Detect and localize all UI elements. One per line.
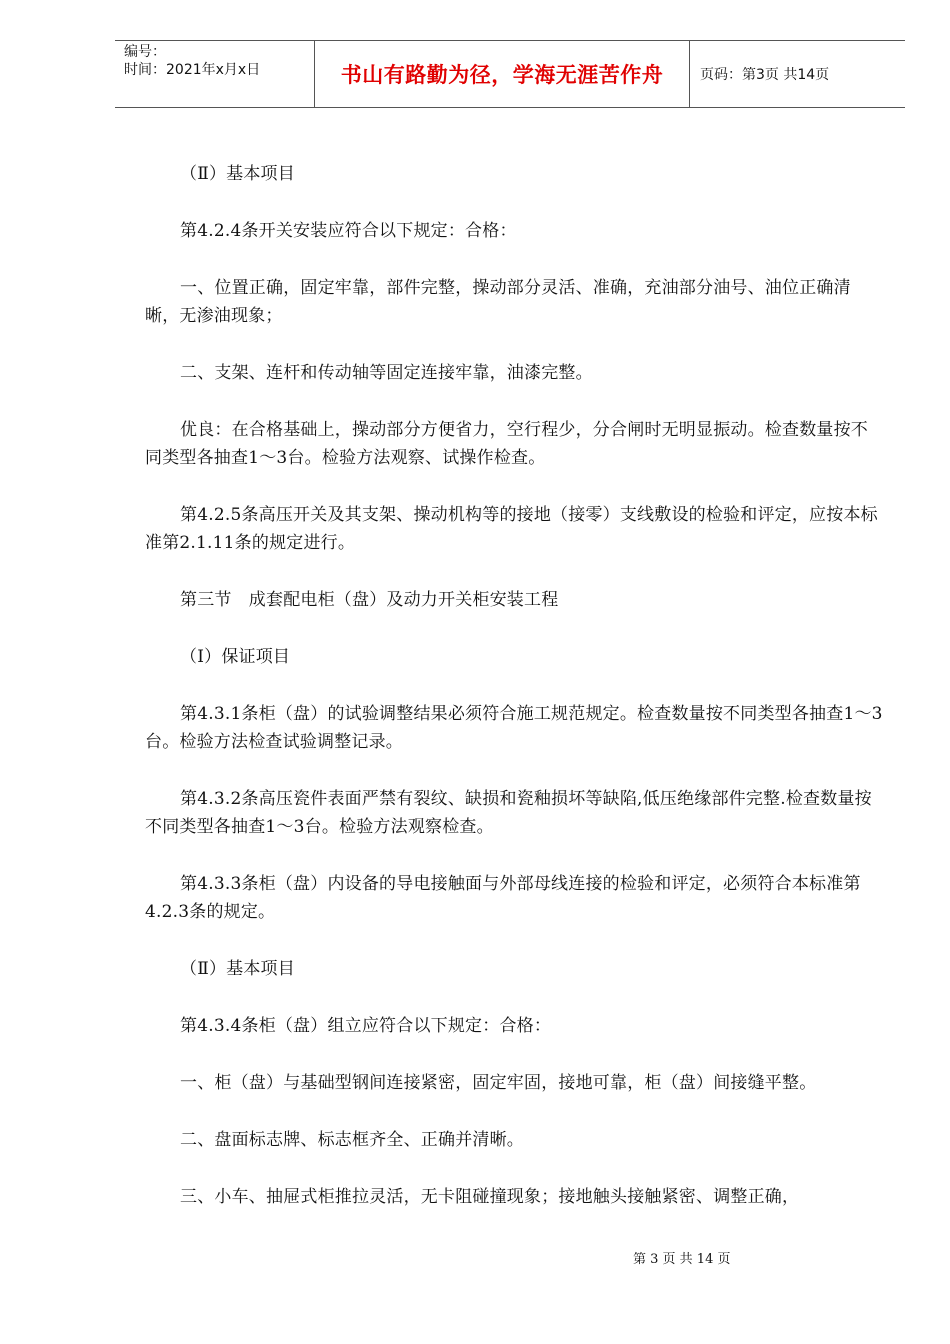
paragraph: （Ⅱ）基本项目 [180, 959, 295, 979]
paragraph: 三、小车、抽屉式柜推拉灵活，无卡阻碰撞现象；接地触头接触紧密、调整正确， [180, 1187, 800, 1207]
header-page-number: 页码：第3页 共14页 [700, 67, 830, 83]
document-body [145, 160, 885, 1240]
paragraph: （Ⅱ）基本项目 [180, 164, 295, 184]
paragraph: 第4.3.1条柜（盘）的试验调整结果必须符合施工规范规定。检查数量按不同类型各抽查1～3台。检验方法检查试验调整记录。 [145, 704, 883, 752]
header-motto: 书山有路勤为径，学海无涯苦作舟 [315, 41, 690, 107]
paragraph: 一、柜（盘）与基础型钢间连接紧密，固定牢固，接地可靠，柜（盘）间接缝平整。 [180, 1073, 817, 1093]
paragraph: 第4.3.4条柜（盘）组立应符合以下规定：合格： [180, 1016, 552, 1036]
paragraph: 第4.3.2条高压瓷件表面严禁有裂纹、缺损和瓷釉损坏等缺陷,低压绝缘部件完整.检查数量按不同类型各抽查1～3台。检验方法观察检查。 [145, 789, 872, 837]
header-meta [115, 41, 315, 107]
page-footer: 第 3 页 共 14 页 [633, 1252, 731, 1267]
paragraph: 第4.3.3条柜（盘）内设备的导电接触面与外部母线连接的检验和评定，必须符合本标准第4.2.3条的规定。 [145, 874, 861, 922]
header-time: 时间：2021年x月x日 [124, 62, 261, 78]
header-serial: 编号： [124, 44, 166, 60]
paragraph: 一、位置正确，固定牢靠，部件完整，操动部分灵活、准确，充油部分油号、油位正确清晰，无渗油现象； [145, 278, 851, 326]
paragraph: 第4.2.5条高压开关及其支架、操动机构等的接地（接零）支线敷设的检验和评定，应按本标准第2.1.11条的规定进行。 [145, 505, 878, 553]
page-header [115, 40, 905, 108]
paragraph: 二、支架、连杆和传动轴等固定连接牢靠，油漆完整。 [180, 363, 593, 383]
paragraph: 第4.2.4条开关安装应符合以下规定：合格： [180, 221, 517, 241]
paragraph: 二、盘面标志牌、标志框齐全、正确并清晰。 [180, 1130, 524, 1150]
paragraph: （Ⅰ）保证项目 [180, 647, 291, 667]
section-heading: 第三节 成套配电柜（盘）及动力开关柜安装工程 [180, 590, 559, 610]
paragraph: 优良：在合格基础上，操动部分方便省力，空行程少，分合闸时无明显振动。检查数量按不同类型各抽查1～3台。检验方法观察、试操作检查。 [145, 420, 868, 468]
